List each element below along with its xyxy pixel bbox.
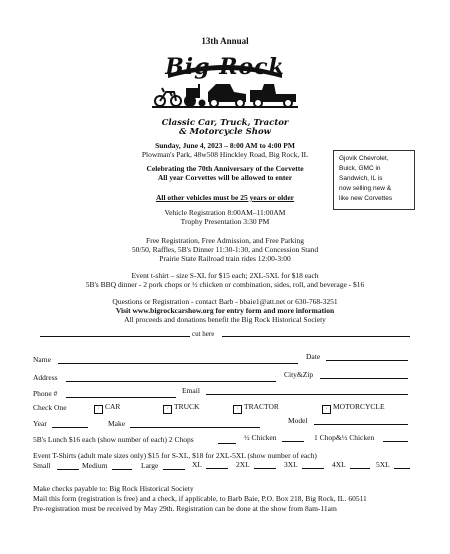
cut-here-label: cut here — [192, 330, 215, 338]
half-chicken-label: ½ Chicken — [244, 433, 277, 442]
bbq-line: 5B's BBQ dinner - 2 pork chops or ½ chicken or combination, sides, roll, and beverage - $16 — [85, 280, 365, 289]
size-2xl-field[interactable] — [254, 468, 276, 469]
visit-line[interactable]: Visit www.bigrockcarshow.org for entry form and more information — [115, 306, 335, 315]
chop-half-chicken-qty-field[interactable] — [383, 441, 408, 442]
tshirt-line: Event t-shirt – size S-XL for $15 each; 2XL-5XL for $18 each — [131, 271, 319, 280]
motorcycle-checkbox[interactable]: · — [322, 405, 331, 414]
email-field[interactable] — [206, 394, 408, 395]
logo-subtitle-2: & Motorcycle Show — [179, 127, 271, 137]
check-one-label: Check One — [33, 403, 67, 412]
size-3xl-label: 3XL — [284, 460, 298, 469]
option-tractor[interactable] — [233, 402, 279, 413]
tshirt-form-label: Event T-Shirts (adult male sizes only) $15 for S-XL, $18 for 2XL-5XL (show number of each) — [33, 451, 317, 460]
logo-title: Big Rock — [165, 54, 285, 80]
prereg-line: Pre-registration must be received by May 29th. Registration can be done at the show from 8am-11am — [33, 504, 337, 513]
motorcycle-label: MOTORCYCLE — [333, 402, 385, 411]
size-5xl-label: 5XL — [376, 460, 390, 469]
cut-line-right — [222, 336, 410, 337]
dealer-note-box — [333, 150, 415, 210]
chop-half-chicken-label: 1 Chop&½ Chicken — [314, 433, 375, 442]
corvette-line-2: All year Corvettes will be allowed to enter — [157, 173, 293, 182]
dealer-note-line: Buick, GMC in — [339, 165, 381, 172]
phone-field[interactable] — [66, 397, 176, 398]
corvette-line-1: Celebrating the 70th Anniversary of the Corvette — [146, 164, 304, 173]
truck-checkbox[interactable]: · — [163, 405, 172, 414]
tractor-checkbox[interactable]: · — [233, 405, 242, 414]
address-field[interactable] — [66, 381, 276, 382]
trophy-presentation: Trophy Presentation 3:30 PM — [180, 217, 270, 226]
name-field[interactable] — [58, 363, 298, 364]
address-label: Address — [33, 373, 58, 382]
size-medium-field[interactable] — [112, 469, 132, 470]
questions-line: Questions or Registration - contact Barb - bbaie1@att.net or 630-768-3251 — [112, 297, 338, 306]
size-medium-label: Medium — [82, 461, 108, 470]
free-line: Free Registration, Free Admission, and Free Parking — [146, 236, 304, 245]
lunch-label: 5B's Lunch $16 each (show number of each) 2 Chops — [33, 435, 194, 444]
proceeds-line: All proceeds and donations benefit the Big Rock Historical Society — [124, 315, 326, 324]
size-small-label: Small — [33, 461, 51, 470]
size-4xl-label: 4XL — [332, 460, 346, 469]
name-label: Name — [33, 355, 51, 364]
age-rule: All other vehicles must be 25 years or older — [155, 193, 295, 202]
tractor-label: TRACTOR — [244, 402, 279, 411]
option-car[interactable] — [94, 402, 120, 413]
mail-line: Mail this form (registration is free) and a check, if applicable, to Barb Baie, P.O. Box 218, Big Rock, IL. 60511 — [33, 494, 367, 503]
event-date: Sunday, June 4, 2023 – 8:00 AM to 4:00 PM — [155, 141, 295, 150]
city-zip-label: City&Zip — [284, 370, 314, 379]
payable-line: Make checks payable to: Big Rock Historical Society — [33, 484, 194, 493]
size-2xl-label: 2XL — [236, 460, 250, 469]
size-small-field[interactable] — [57, 469, 79, 470]
date-label: Date — [306, 352, 321, 361]
raffles-line: 50/50, Raffles, 5B's Dinner 11:30-1:30, and Concession Stand — [131, 245, 319, 254]
dealer-note-line: like new Corvettes — [339, 195, 393, 202]
train-line: Prairie State Railroad train rides 12:00-3:00 — [159, 254, 291, 263]
date-field[interactable] — [326, 360, 408, 361]
size-large-label: Large — [141, 461, 159, 470]
size-5xl-field[interactable] — [394, 468, 410, 469]
model-label: Model — [288, 416, 308, 425]
car-checkbox[interactable]: · — [94, 405, 103, 414]
make-field[interactable] — [130, 427, 260, 428]
size-xl-field[interactable] — [206, 468, 228, 469]
annual-heading: 13th Annual — [201, 36, 249, 46]
size-xl-label: XL — [192, 460, 202, 469]
dealer-note-line: Gjovik Chevrolet, — [339, 155, 389, 162]
cut-line-left — [40, 336, 190, 337]
city-zip-field[interactable] — [320, 378, 408, 379]
option-motorcycle[interactable] — [322, 402, 385, 413]
car-label: CAR — [105, 402, 121, 411]
vehicle-registration: Vehicle Registration 8:00AM–11:00AM — [164, 208, 286, 217]
year-label: Year — [33, 419, 47, 428]
option-truck[interactable] — [163, 402, 199, 413]
model-field[interactable] — [314, 424, 408, 425]
dealer-note-line: now selling new & — [339, 185, 392, 192]
half-chicken-qty-field[interactable] — [282, 441, 304, 442]
chops-qty-field[interactable] — [218, 443, 236, 444]
size-large-field[interactable] — [163, 469, 185, 470]
size-4xl-field[interactable] — [350, 468, 370, 469]
event-place: Plowman's Park, 48w508 Hinckley Road, Big Rock, IL — [141, 150, 309, 159]
dealer-note-line: Sandwich, IL is — [339, 175, 383, 182]
year-field[interactable] — [52, 427, 88, 428]
size-3xl-field[interactable] — [302, 468, 324, 469]
make-label: Make — [108, 419, 126, 428]
truck-label: TRUCK — [174, 402, 200, 411]
phone-label: Phone # — [33, 389, 58, 398]
email-label: Email — [182, 386, 200, 395]
big-rock-logo — [150, 54, 300, 114]
logo-subtitle-1: Classic Car, Truck, Tractor — [161, 118, 289, 128]
